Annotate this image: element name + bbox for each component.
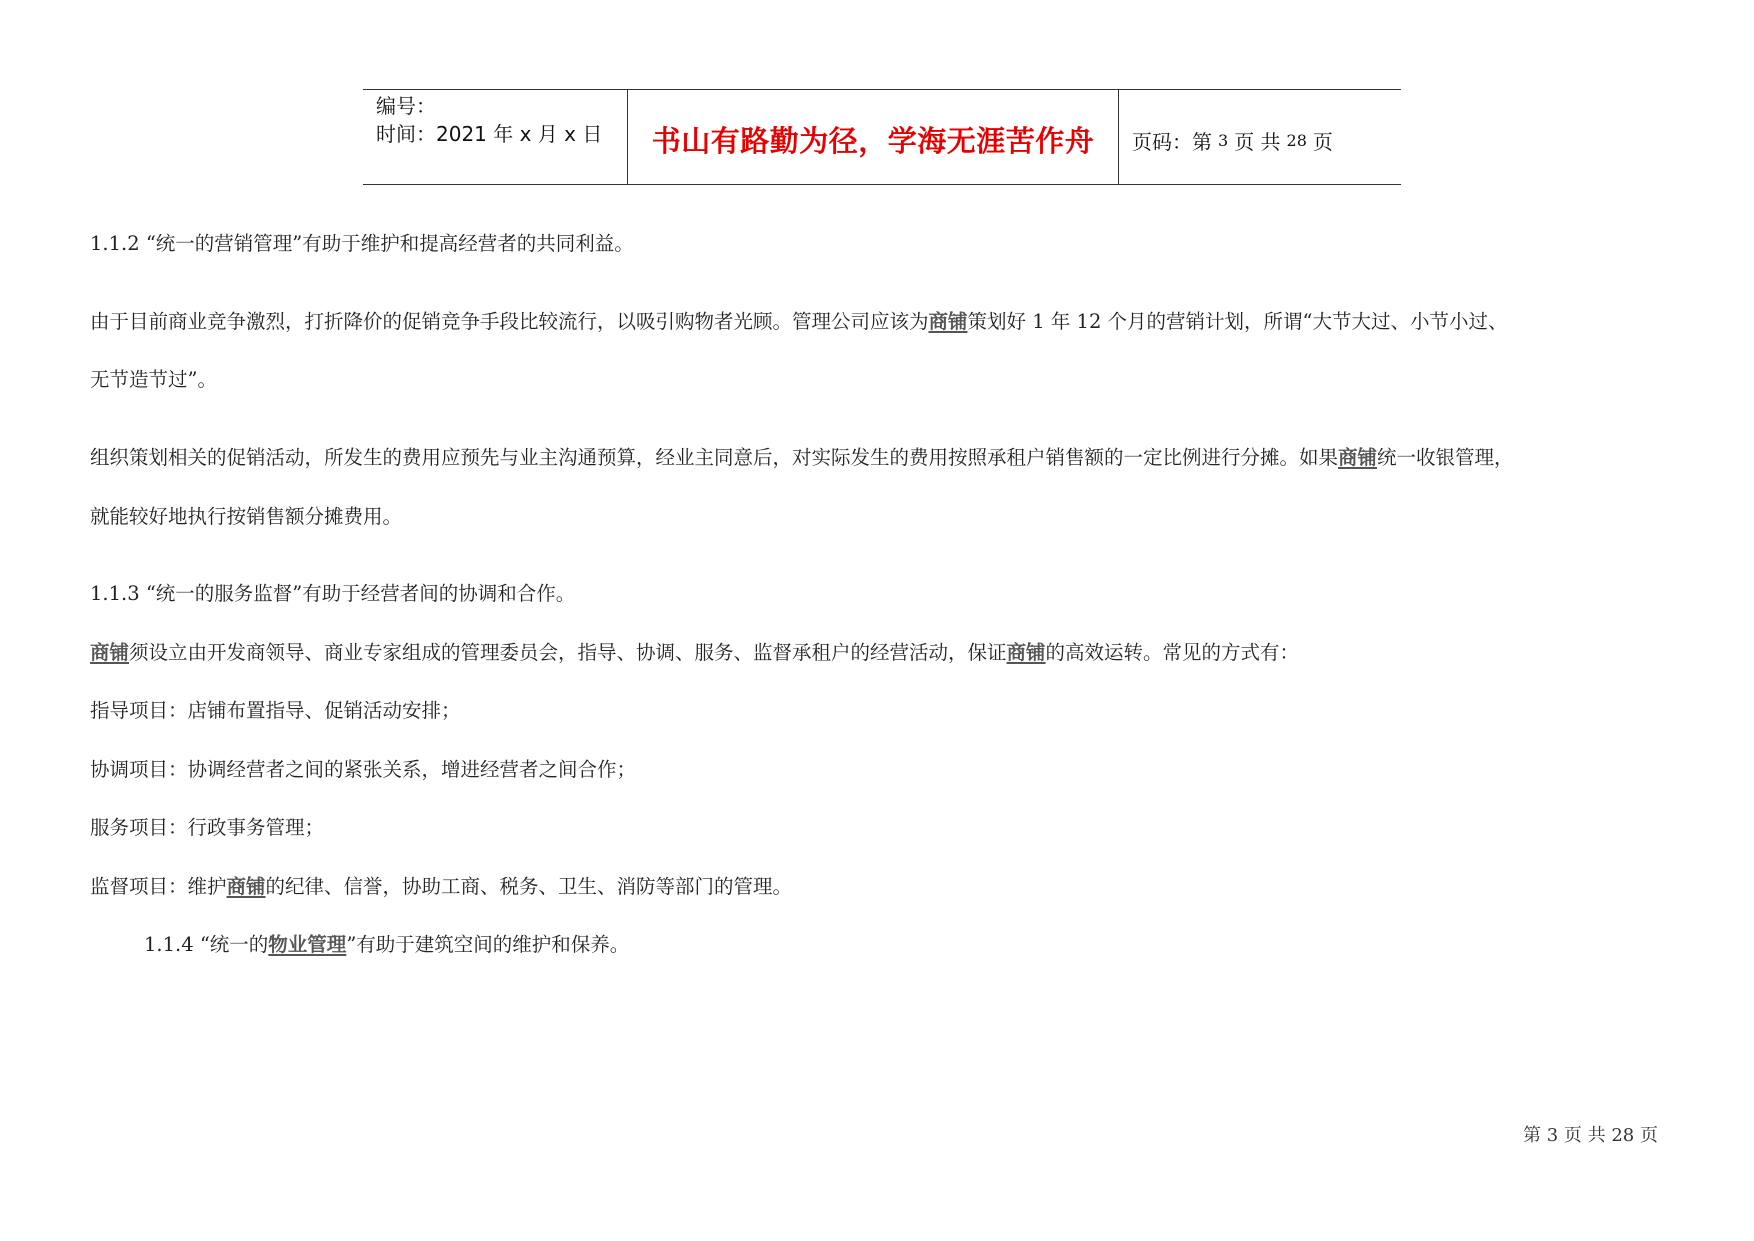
paragraph-3-text-b: 的高效运转。常见的方式有： (1045, 641, 1300, 664)
date-label: 时间：2021 年 x 月 x 日 (376, 122, 603, 146)
list-item-service: 服务项目：行政事务管理； (90, 816, 325, 839)
shop-link[interactable]: 商铺 (928, 310, 968, 333)
paragraph-1-text-b: 策划好 1 年 12 个月的营销计划，所谓“大节大过、小节小过、 (967, 310, 1508, 333)
paragraph-1-text-a: 由于目前商业竞争激烈，打折降价的促销竞争手段比较流行，以吸引购物者光顾。管理公司应该为 (90, 310, 929, 333)
paragraph-2-text-a: 组织策划相关的促销活动，所发生的费用应预先与业主沟通预算，经业主同意后，对实际发生的费用按照承租户销售额的一定比例进行分摊。如果 (90, 446, 1339, 469)
property-management-link[interactable]: 物业管理 (268, 933, 347, 956)
paragraph-1-line-2: 无节造节过”。 (90, 368, 217, 391)
document-header (363, 89, 1401, 185)
section-1-1-4-heading (144, 929, 629, 957)
list-item-coordination: 协调项目：协调经营者之间的紧张关系，增进经营者之间合作； (90, 758, 637, 781)
supervision-text-a: 监督项目：维护 (90, 875, 227, 898)
shop-link[interactable]: 商铺 (226, 875, 266, 898)
supervision-text-b: 的纪律、信誉，协助工商、税务、卫生、消防等部门的管理。 (265, 875, 793, 898)
list-item-supervision (90, 871, 792, 899)
section-1-1-3-heading: 1.1.3 “统一的服务监督”有助于经营者间的协调和合作。 (90, 582, 576, 605)
page-suffix: 页 (1312, 129, 1333, 154)
paragraph-1-line-1 (90, 306, 1508, 334)
motto-text: 书山有路勤为径，学海无涯苦作舟 (651, 123, 1095, 158)
section-1-1-2-heading: 1.1.2 “统一的营销管理”有助于维护和提高经营者的共同利益。 (90, 232, 634, 255)
page-total: 28 (1286, 130, 1307, 150)
shop-link[interactable]: 商铺 (1006, 641, 1046, 664)
page-current: 3 (1218, 130, 1229, 150)
section-1-1-4-text-b: ”有助于建筑空间的维护和保养。 (346, 933, 630, 956)
list-item-guidance: 指导项目：店铺布置指导、促销活动安排； (90, 699, 461, 722)
header-motto-cell (628, 90, 1119, 184)
paragraph-2-text-b: 统一收银管理， (1377, 446, 1514, 469)
number-label: 编号： (376, 94, 436, 118)
page-footer: 第 3 页 共 28 页 (1523, 1125, 1658, 1146)
paragraph-3 (90, 637, 1299, 665)
shop-link[interactable]: 商铺 (90, 641, 130, 664)
page-mid: 页 共 (1234, 129, 1281, 154)
shop-link[interactable]: 商铺 (1338, 446, 1378, 469)
page-prefix: 页码：第 (1132, 129, 1212, 154)
header-meta-cell (363, 90, 628, 184)
header-page-cell (1119, 90, 1401, 184)
paragraph-2-line-2: 就能较好地执行按销售额分摊费用。 (90, 505, 403, 528)
section-1-1-4-text-a: 1.1.4 “统一的 (144, 933, 269, 956)
paragraph-2-line-1 (90, 442, 1514, 470)
paragraph-3-text-a: 须设立由开发商领导、商业专家组成的管理委员会，指导、协调、服务、监督承租户的经营活动，保证 (129, 641, 1007, 664)
